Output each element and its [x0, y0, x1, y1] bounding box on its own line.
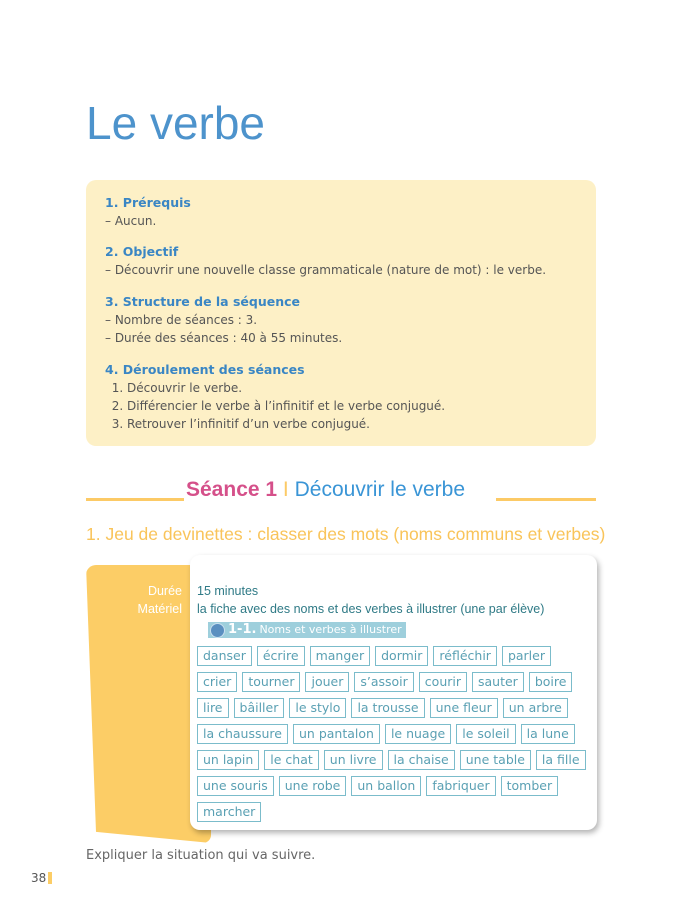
word-row	[197, 776, 587, 796]
step: 1. Découvrir le verbe.	[127, 379, 445, 397]
word-row	[197, 724, 587, 744]
seance-heading	[86, 478, 596, 508]
divider	[86, 498, 184, 501]
word-box: un pantalon	[293, 724, 380, 744]
word-box: le nuage	[385, 724, 451, 744]
word-box: tourner	[242, 672, 300, 692]
word-box: la lune	[521, 724, 575, 744]
word-row	[197, 802, 587, 822]
word-box: jouer	[305, 672, 349, 692]
word-box: sauter	[472, 672, 524, 692]
word-box: le soleil	[456, 724, 515, 744]
activity-title: 1. Jeu de devinettes : classer des mots (noms communs et verbes)	[86, 524, 606, 544]
text-prerequis: – Aucun.	[105, 214, 157, 228]
text-objectif: – Découvrir une nouvelle classe grammaticale (nature de mot) : le verbe.	[105, 263, 547, 277]
word-box: crier	[197, 672, 237, 692]
word-box: marcher	[197, 802, 261, 822]
word-row	[197, 672, 587, 692]
word-box: un livre	[324, 750, 383, 770]
word-box: le stylo	[289, 698, 346, 718]
word-box: bâiller	[234, 698, 285, 718]
word-box: une souris	[197, 776, 274, 796]
word-box: boire	[529, 672, 573, 692]
word-row	[197, 750, 587, 770]
page-marker	[48, 872, 52, 884]
word-box: un ballon	[351, 776, 421, 796]
word-box: danser	[197, 646, 252, 666]
word-box: réfléchir	[433, 646, 497, 666]
word-box: une fleur	[430, 698, 498, 718]
page-title: Le verbe	[86, 97, 266, 149]
seance-name: Découvrir le verbe	[294, 478, 466, 501]
text-seances: – Nombre de séances : 3.	[105, 313, 258, 327]
word-box: courir	[419, 672, 467, 692]
duree-label: Durée	[147, 584, 182, 598]
heading-objectif: 2. Objectif	[105, 244, 179, 259]
materiel-label: Matériel	[137, 602, 182, 616]
resource-reference[interactable]	[208, 622, 406, 638]
word-box: la chaussure	[197, 724, 288, 744]
word-box: écrire	[257, 646, 305, 666]
word-box: une table	[460, 750, 531, 770]
word-box: une robe	[279, 776, 347, 796]
prerequisites-box	[86, 180, 596, 446]
word-box: fabriquer	[426, 776, 495, 796]
separator: I	[282, 478, 289, 501]
word-box: s’assoir	[354, 672, 413, 692]
step: 3. Retrouver l’infinitif d’un verbe conjugué.	[127, 415, 445, 433]
divider	[496, 498, 596, 501]
word-box: un arbre	[503, 698, 568, 718]
duree-value: 15 minutes	[197, 584, 259, 598]
word-box: un lapin	[197, 750, 259, 770]
word-row	[197, 698, 587, 718]
word-box: lire	[197, 698, 229, 718]
heading-structure: 3. Structure de la séquence	[105, 294, 300, 309]
materiel-value: la fiche avec des noms et des verbes à illustrer (une par élève)	[197, 602, 545, 616]
word-box: la trousse	[351, 698, 424, 718]
page-number: 38	[31, 871, 47, 885]
cd-icon	[210, 623, 225, 638]
word-box: tomber	[501, 776, 559, 796]
word-box: manger	[310, 646, 371, 666]
word-list	[197, 646, 587, 828]
instruction-text: Expliquer la situation qui va suivre.	[86, 848, 316, 863]
word-box: la chaise	[388, 750, 455, 770]
heading-prerequis: 1. Prérequis	[105, 195, 191, 210]
word-row	[197, 646, 587, 666]
text-duree: – Durée des séances : 40 à 55 minutes.	[105, 331, 343, 345]
heading-deroulement: 4. Déroulement des séances	[105, 362, 305, 377]
ref-number: 1-1.	[228, 622, 257, 637]
word-box: la fille	[536, 750, 586, 770]
word-box: parler	[502, 646, 551, 666]
step: 2. Différencier le verbe à l’infinitif et le verbe conjugué.	[127, 397, 445, 415]
ref-text: Noms et verbes à illustrer	[259, 623, 402, 636]
word-box: le chat	[264, 750, 319, 770]
seance-number: Séance 1	[186, 478, 278, 501]
word-box: dormir	[375, 646, 428, 666]
